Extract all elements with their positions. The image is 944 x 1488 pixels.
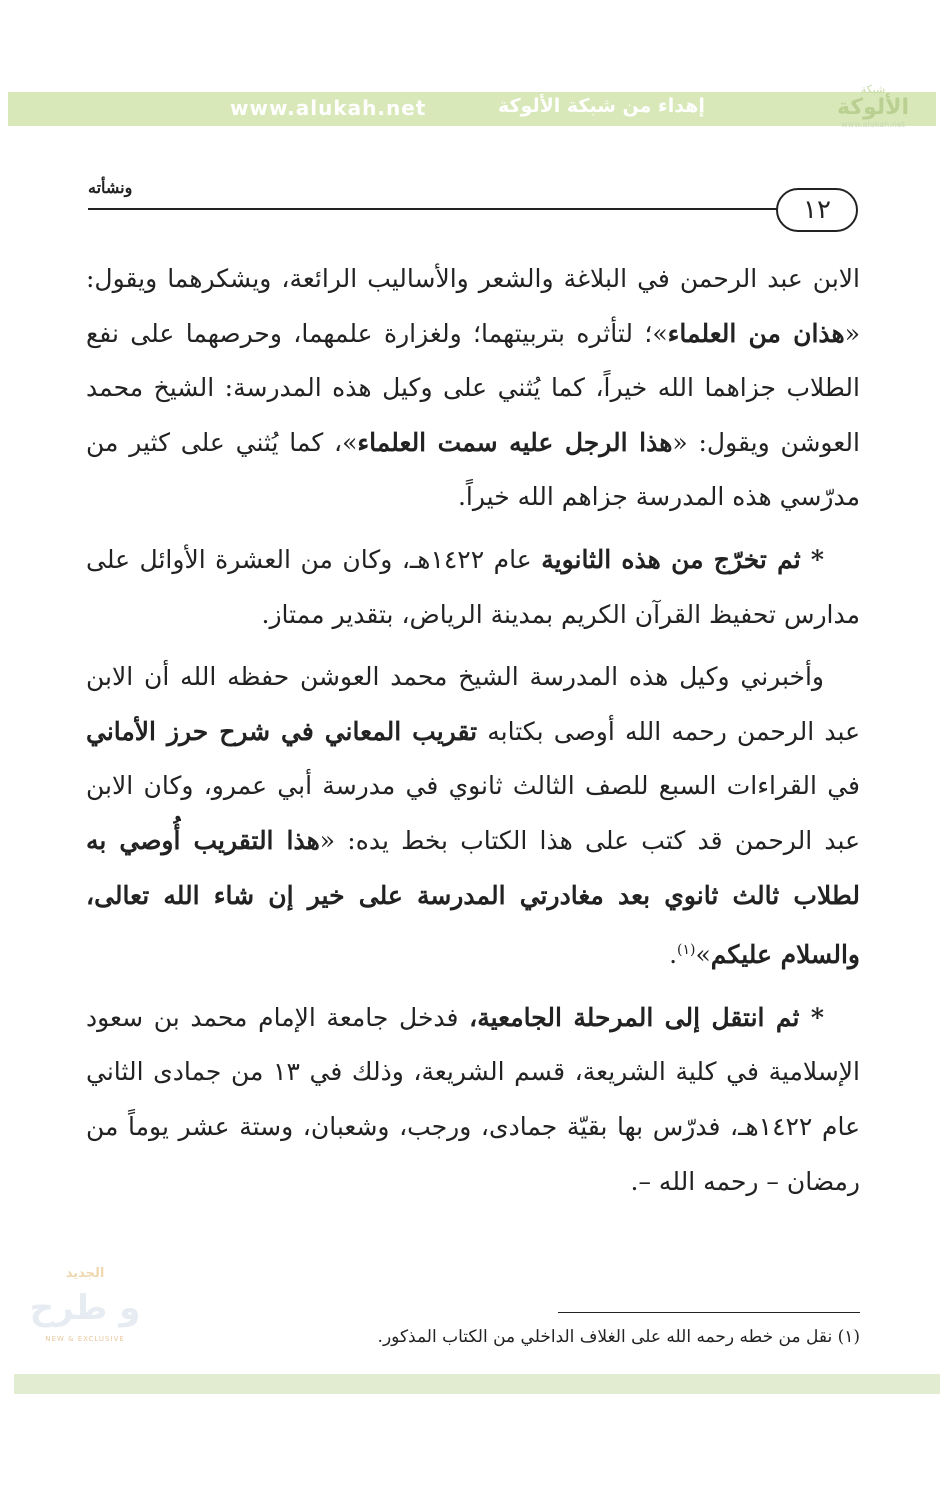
badge-top-text: الجديد [65,1266,105,1281]
footer-band [14,1374,940,1394]
paragraph [86,650,860,983]
text-run: . [669,940,678,970]
text-run: »؛ لتأثره بتربيتهما؛ ولغزارة علمهما، وحرصهما على نفع الطلاب جزاهما الله خيراً، كما يُثني على وكيل هذه المدرسة: الشيخ محمد العوشن ويقول: « [86,318,860,457]
running-head: ونشأته [88,178,133,197]
bold-phrase: تقريب المعاني في شرح حرز الأماني [86,716,478,746]
gift-text: إهداء من شبكة الألوكة [498,95,705,117]
logo-main-text: الألوكة [836,95,910,120]
alukah-logo [820,84,926,132]
text-run: عام ١٤٢٢هـ، وكان من العشرة الأوائل على مدارس تحفيظ القرآن الكريم بمدينة الرياض، بتقدير ممتاز. [86,544,860,629]
logo-small-text: شبكة [860,83,886,96]
page-number: ١٢ [776,188,858,232]
paragraph [86,991,860,1209]
badge-sub-text: NEW & EXCLUSIVE [45,1335,125,1343]
bold-phrase: هذا الرجل عليه سمت العلماء [357,427,673,457]
site-url: www.alukah.net [230,96,427,120]
paragraph [86,533,860,642]
text-run: »، كما يُثني على كثير من مدرّسي هذه المدرسة جزاهم الله خيراً. [86,427,860,512]
text-run: الابن عبد الرحمن في البلاغة والشعر والأساليب الرائعة، ويشكرهما ويقول: « [86,264,860,348]
text-run: » [695,940,711,970]
paragraph [86,252,860,525]
body-text [86,252,860,1217]
header-rule [88,208,778,210]
badge-main-text: و طرح [29,1288,141,1328]
footnote-marker: (١) [677,942,696,959]
footnote-rule [558,1312,860,1313]
text-run: في القراءات السبع للصف الثالث ثانوي في مدرسة أبي عمرو، وكان الابن عبد الرحمن قد كتب على هذا الكتاب بخط يده: « [86,771,860,855]
bold-phrase: * ثم انتقل إلى المرحلة الجامعية، [469,1002,824,1032]
logo-url: www.alukah.net [841,120,905,129]
header-band [8,92,936,126]
bold-phrase: * ثم تخرّج من هذه الثانوية [541,544,825,574]
new-badge-watermark [26,1266,144,1356]
text-run: فدخل جامعة الإمام محمد بن سعود الإسلامية في كلية الشريعة، قسم الشريعة، وذلك في ١٣ من جمادى الثاني عام ١٤٢٢هـ، فدرّس بها بقيّة جمادى، ورجب، وشعبان، وستة عشر يوماً من رمضان – رحمه الله –. [86,1002,860,1196]
text-run: وأخبرني وكيل هذه المدرسة الشيخ محمد العوشن حفظه الله أن الابن عبد الرحمن رحمه الله أوصى بكتابه [86,662,860,746]
bold-phrase: هذا التقريب أُوصي به لطلاب ثالث ثانوي بعد مغادرتي المدرسة على خير إن شاء الله تعالى، والسلام عليكم [86,825,860,970]
footnote: (١) نقل من خطه رحمه الله على الغلاف الداخلي من الكتاب المذكور. [377,1327,860,1347]
bold-phrase: هذان من العلماء [667,318,845,348]
